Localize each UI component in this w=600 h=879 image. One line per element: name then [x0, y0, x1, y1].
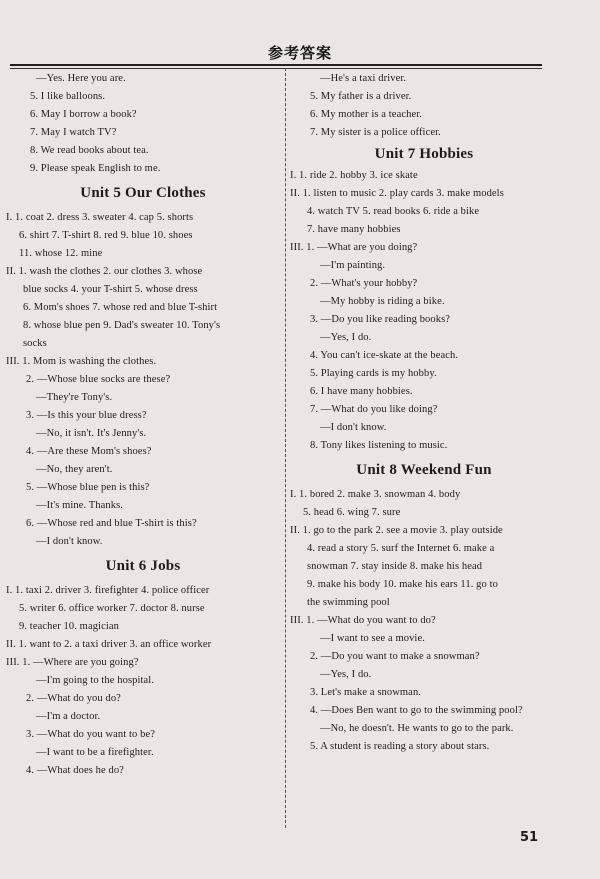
answer-line: —It's mine. Thanks.: [36, 500, 124, 511]
answer-line: I. 1. coat 2. dress 3. sweater 4. cap 5. shorts: [6, 212, 194, 223]
answer-line: —My hobby is riding a bike.: [320, 296, 445, 307]
answer-line: 9. Please speak English to me.: [30, 163, 161, 174]
answer-line: 6. Mom's shoes 7. whose red and blue T-shirt: [23, 302, 218, 313]
header-rule-thin: [10, 68, 542, 69]
page-number: 51: [520, 830, 539, 845]
answer-line: 4. —Does Ben want to go to the swimming pool?: [310, 705, 523, 716]
column-divider: [285, 68, 286, 828]
answer-line: 6. My mother is a teacher.: [310, 109, 422, 120]
answer-line: 4. watch TV 5. read books 6. ride a bike: [307, 206, 480, 217]
answer-line: 7. —What do you like doing?: [310, 404, 438, 415]
unit-heading: Unit 7 Hobbies: [374, 146, 474, 162]
answer-line: —I want to be a firefighter.: [36, 747, 154, 758]
answer-line: —I want to see a movie.: [320, 633, 425, 644]
answer-line: II. 1. wash the clothes 2. our clothes 3. whose: [6, 266, 203, 277]
answer-line: 5. My father is a driver.: [310, 91, 412, 102]
answer-line: 6. I have many hobbies.: [310, 386, 413, 397]
answer-line: 3. —Do you like reading books?: [310, 314, 451, 325]
answer-line: 7. have many hobbies: [307, 224, 401, 235]
answer-line: 6. May I borrow a book?: [30, 109, 137, 120]
answer-line: —I don't know.: [36, 536, 103, 547]
answer-line: II. 1. want to 2. a taxi driver 3. an office worker: [6, 639, 212, 650]
answer-line: —I'm painting.: [320, 260, 386, 271]
answer-line: 8. Tony likes listening to music.: [310, 440, 448, 451]
answer-line: 2. —Whose blue socks are these?: [26, 374, 171, 385]
answer-line: 2. —What do you do?: [26, 693, 121, 704]
answer-line: 8. We read books about tea.: [30, 145, 149, 156]
answer-line: the swimming pool: [307, 597, 390, 608]
answer-line: 7. May I watch TV?: [30, 127, 117, 138]
answer-line: 6. —Whose red and blue T-shirt is this?: [26, 518, 197, 529]
answer-line: 5. head 6. wing 7. sure: [303, 507, 401, 518]
unit-heading: Unit 8 Weekend Fun: [356, 462, 492, 478]
answer-line: —I don't know.: [320, 422, 387, 433]
answer-line: 3. Let's make a snowman.: [310, 687, 422, 698]
answer-line: 4. read a story 5. surf the Internet 6. make a: [307, 543, 495, 554]
answer-line: —No, it isn't. It's Jenny's.: [36, 428, 147, 439]
answer-line: I. 1. bored 2. make 3. snowman 4. body: [290, 489, 461, 500]
answer-line: III. 1. Mom is washing the clothes.: [6, 356, 157, 367]
answer-line: —They're Tony's.: [36, 392, 113, 403]
answer-line: 2. —What's your hobby?: [310, 278, 418, 289]
answer-line: socks: [23, 338, 47, 349]
answer-line: 7. My sister is a police officer.: [310, 127, 441, 138]
unit-heading: Unit 5 Our Clothes: [80, 185, 206, 201]
answer-line: snowman 7. stay inside 8. make his head: [307, 561, 483, 572]
answer-line: III. 1. —Where are you going?: [6, 657, 139, 668]
answer-line: III. 1. —What are you doing?: [290, 242, 418, 253]
answer-line: 4. You can't ice-skate at the beach.: [310, 350, 459, 361]
answer-line: —No, they aren't.: [36, 464, 113, 475]
answer-line: I. 1. ride 2. hobby 3. ice skate: [290, 170, 418, 181]
header-rule-thick: [10, 64, 542, 66]
answer-line: 4. —Are these Mom's shoes?: [26, 446, 152, 457]
page-header-title: 参考答案: [267, 44, 332, 62]
left-column: [6, 70, 280, 780]
answer-line: —No, he doesn't. He wants to go to the park.: [320, 723, 514, 734]
right-column: [290, 70, 558, 756]
answer-line: 5. Playing cards is my hobby.: [310, 368, 437, 379]
answer-line: 8. whose blue pen 9. Dad's sweater 10. Tony's: [23, 320, 221, 331]
answer-line: —I'm going to the hospital.: [36, 675, 155, 686]
answer-line: —Yes. Here you are.: [36, 73, 126, 84]
answer-line: 9. teacher 10. magician: [19, 621, 119, 632]
answer-line: 5. A student is reading a story about stars.: [310, 741, 490, 752]
answer-line: 3. —Is this your blue dress?: [26, 410, 147, 421]
answer-line: —I'm a doctor.: [36, 711, 101, 722]
answer-line: 2. —Do you want to make a snowman?: [310, 651, 480, 662]
answer-line: 5. I like balloons.: [30, 91, 106, 102]
answer-line: I. 1. taxi 2. driver 3. firefighter 4. police officer: [6, 585, 210, 596]
answer-line: —Yes, I do.: [320, 669, 372, 680]
answer-line: 3. —What do you want to be?: [26, 729, 155, 740]
answer-line: 6. shirt 7. T-shirt 8. red 9. blue 10. shoes: [19, 230, 193, 241]
answer-line: 5. writer 6. office worker 7. doctor 8. nurse: [19, 603, 205, 614]
answer-line: II. 1. listen to music 2. play cards 3. make models: [290, 188, 504, 199]
unit-heading: Unit 6 Jobs: [105, 558, 181, 574]
answer-line: III. 1. —What do you want to do?: [290, 615, 436, 626]
answer-line: 5. —Whose blue pen is this?: [26, 482, 150, 493]
answer-line: 4. —What does he do?: [26, 765, 124, 776]
answer-line: II. 1. go to the park 2. see a movie 3. play outside: [290, 525, 503, 536]
answer-line: —Yes, I do.: [320, 332, 372, 343]
answer-line: 9. make his body 10. make his ears 11. go to: [307, 579, 498, 590]
answer-line: —He's a taxi driver.: [320, 73, 407, 84]
answer-line: blue socks 4. your T-shirt 5. whose dress: [23, 284, 198, 295]
answer-line: 11. whose 12. mine: [19, 248, 103, 259]
